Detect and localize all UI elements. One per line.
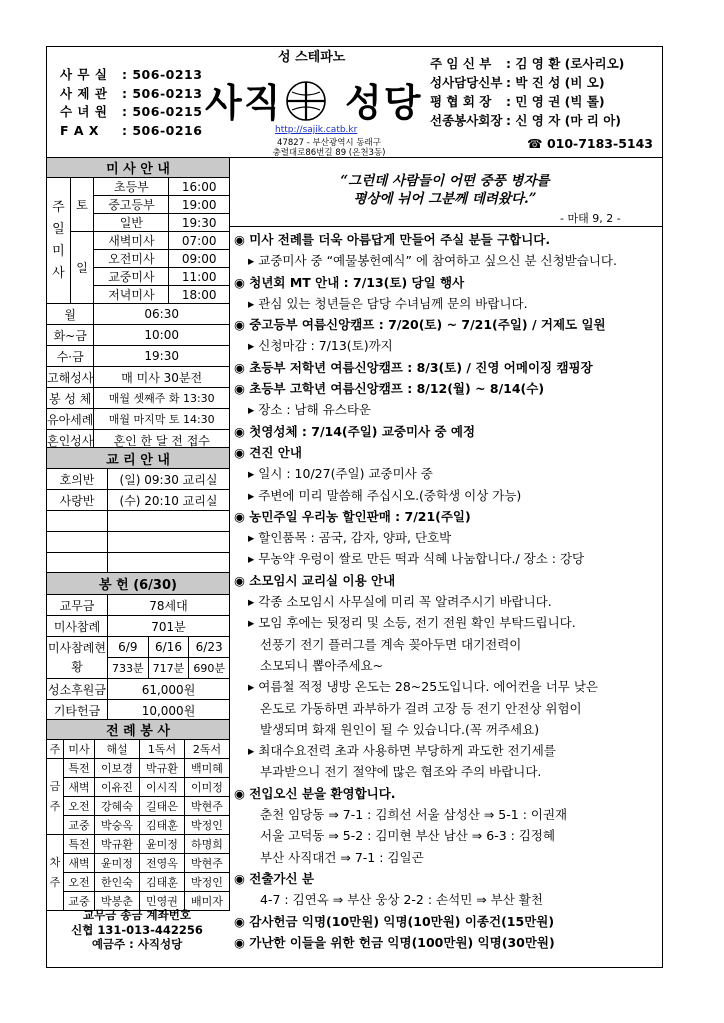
announcement-heading: ◉ 감사헌금 익명(10만원) 익명(10만원) 이종건(15만원) <box>234 913 555 929</box>
announcement-detail: ▸ 각종 소모임시 사무실에 미리 꼭 알려주시기 바랍니다. <box>248 594 552 610</box>
announcement-detail: 온도로 가동하면 과부하가 걸려 고장 등 전기 안전상 위험이 <box>260 700 582 716</box>
bank-account-info: 교무금 송금 계좌번호 신협 131-013-442256 예금주 : 사직성당 <box>71 908 203 951</box>
service-section-title: 전 례 봉 사 <box>47 720 230 740</box>
parish-website-link[interactable]: http://sajik.catb.kr <box>275 125 358 135</box>
staff-list <box>430 54 624 130</box>
contact-list <box>60 66 202 140</box>
announcement-detail: ▸ 할인품목 : 곰국, 감자, 양파, 단호박 <box>248 530 452 546</box>
sunday-mass-label: 주일미사 <box>47 178 71 304</box>
announcement-heading: ◉ 가난한 이들을 위한 헌금 익명(100만원) 익명(30만원) <box>234 934 555 950</box>
announcement-heading: ◉ 초등부 고학년 여름신앙캠프 : 8/12(월) ~ 8/14(수) <box>234 381 545 397</box>
announcement-heading: ◉ 중고등부 여름신앙캠프 : 7/20(토) ~ 7/21(주일) / 거제도 일원 <box>234 317 606 333</box>
announcement-detail: ▸ 신청마감 : 7/13(토)까지 <box>248 338 393 354</box>
contact-office: 사 무 실 : 506-0213 <box>60 67 203 82</box>
announcement-detail: ▸ 무농약 우렁이 쌀로 만든 떡과 식혜 나눔합니다./ 장소 : 강당 <box>248 551 585 567</box>
announcement-detail: ▸ 장소 : 남해 유스타운 <box>248 402 371 418</box>
mass-section-title: 미 사 안 내 <box>47 158 230 178</box>
announcement-heading: ◉ 전출가신 분 <box>234 870 314 886</box>
catechism-section-title: 교 리 안 내 <box>47 448 230 469</box>
announcement-detail: ▸ 주변에 미리 말씀해 주십시오.(중학생 이상 가능) <box>248 487 522 503</box>
staff-pastor: 주 임 신 부 : 김 영 환 (로사리오) <box>430 56 625 71</box>
attendance-label: 미사참례현황 <box>47 637 108 679</box>
staff-council-president: 평 협 회 장 : 민 영 권 (빅 톨) <box>430 94 605 109</box>
announcement-heading: ◉ 전입오신 분을 환영합니다. <box>234 785 396 801</box>
announcement-heading: ◉ 견진 안내 <box>234 444 302 460</box>
mass-schedule-table: 미 사 안 내 주일미사 토 초등부 16:00 중고등부 19:00 일반 19:30 일 새벽미사 07:00 오전미사 09:00 교중미사 11:00 저녁미사 18:00 월 06:30 화~금 10:00 수·금 19:30 고해성사 매 미사 30분전 봉 성 체 매월 셋째주 화 13:30 유아세례 매월 마지막 토 14:30 혼인성사 혼인 한 달 전 접수 <box>46 157 230 451</box>
parish-name-right: 성당 <box>345 81 423 125</box>
announcement-heading: ◉ 초등부 저학년 여름신앙캠프 : 8/3(토) / 진영 어메이징 캠핑장 <box>234 359 593 375</box>
parish-name-left: 사직 <box>205 81 283 125</box>
offering-table: 봉 헌 (6/30) 교무금 78세대 미사참례 701분 미사참례현황 6/9 6/16 6/23 733분 717분 690분 성소후원금 61,000원 기타헌금 10,000원 <box>46 572 230 721</box>
announcement-detail: 부산 사직대건 ⇒ 7-1 : 김일곤 <box>260 849 424 865</box>
announcement-detail: ▸ 최대수요전력 초과 사용하면 부당하게 과도한 전기세를 <box>248 743 556 759</box>
announcement-detail: 춘천 임당동 ⇒ 7-1 : 김희선 서울 삼성산 ⇒ 5-1 : 이권재 <box>260 807 568 823</box>
saturday-label: 토 <box>70 178 94 232</box>
contact-fax: F A X : 506-0216 <box>60 122 203 138</box>
contact-convent: 수 녀 원 : 506-0215 <box>60 104 203 119</box>
offering-section-title: 봉 헌 (6/30) <box>47 573 230 595</box>
announcement-detail: 소모되니 뽑아주세요~ <box>260 657 384 673</box>
sunday-label: 일 <box>70 232 94 304</box>
announcement-heading: ◉ 청년회 MT 안내 : 7/13(토) 당일 행사 <box>234 274 465 290</box>
next-week-label: 차주 <box>47 835 64 911</box>
announcement-detail: ▸ 일시 : 10/27(주일) 교중미사 중 <box>248 466 433 482</box>
announcement-detail: 4-7 : 김연옥 ⇒ 부산 웅상 2-2 : 손석민 ⇒ 부산 활천 <box>260 892 543 908</box>
parish-emblem-icon <box>283 78 329 124</box>
announcement-detail: 부과받으니 전기 절약에 많은 협조와 주의 바랍니다. <box>260 764 542 780</box>
phone-number: ☎ 010-7183-5143 <box>527 136 653 151</box>
contact-rectory: 사 제 관 : 506-0213 <box>60 85 203 101</box>
parish-prefix: 성 스테파노 <box>278 50 346 65</box>
announcement-detail: 선풍기 전기 플러그를 계속 꽂아두면 대기전력이 <box>260 636 522 652</box>
announcement-detail: ▸ 교중미사 중 “예물봉헌예식” 에 참여하고 싶으신 분 신청받습니다. <box>248 253 617 269</box>
announcement-heading: ◉ 소모임시 교리실 이용 안내 <box>234 572 396 588</box>
catechism-table: 교 리 안 내 호의반 (일) 09:30 교리실 사랑반 (수) 20:10 교리실 <box>46 447 230 595</box>
quote-divider <box>230 226 663 227</box>
announcement-heading: ◉ 미사 전례를 더욱 아름답게 만들어 주실 분들 구합니다. <box>234 232 551 247</box>
liturgy-service-table: 전 례 봉 사 주 미사 해설 1독서 2독서 금주 특전 이보경 박규환 백미혜 새벽 이유진 이시직 이미정 오전 강혜숙 길태은 박현주 교중 박숭옥 김태훈 박정인 차주 특전 박규환 윤미정 하명희 새벽 윤미정 전영옥 박현주 오전 한인숙 김태훈 박정인 교중 박봉춘 민영권 배미자 <box>46 719 230 911</box>
staff-priest: 성사담당신부 : 박 진 성 (비 오) <box>430 75 605 90</box>
announcement-detail: ▸ 모임 후에는 뒷정리 및 소등, 전기 전원 확인 부탁드립니다. <box>248 615 576 631</box>
announcements <box>234 229 660 953</box>
announcement-detail: ▸ 여름철 적정 냉방 온도는 28~25도입니다. 에어컨을 너무 낮은 <box>248 679 598 695</box>
scripture-quote: “그런데 사람들이 어떤 중풍 병자를 평상에 뉘어 그분께 데려왔다.” <box>340 173 550 207</box>
scripture-reference: - 마태 9, 2 - <box>560 212 621 225</box>
this-week-label: 금주 <box>47 759 64 835</box>
announcement-detail: 서울 고덕동 ⇒ 5-2 : 김미현 부산 남산 ⇒ 6-3 : 김정혜 <box>260 828 556 844</box>
phone-icon: ☎ <box>527 136 543 151</box>
parish-address: 47827 - 부산광역시 동래구 충렬대로86번길 89 (온천3동) <box>272 138 386 158</box>
announcement-heading: ◉ 첫영성체 : 7/14(주일) 교중미사 중 예정 <box>234 423 476 439</box>
staff-funeral-service-head: 선종봉사회장 : 신 영 자 (마 리 아) <box>430 113 621 128</box>
announcement-detail: 발생되며 화재 원인이 될 수 있습니다.(꼭 꺼주세요) <box>260 721 540 737</box>
announcement-detail: ▸ 관심 있는 청년들은 담당 수녀님께 문의 바랍니다. <box>248 295 528 311</box>
announcement-heading: ◉ 농민주일 우리농 할인판매 : 7/21(주일) <box>234 508 471 524</box>
